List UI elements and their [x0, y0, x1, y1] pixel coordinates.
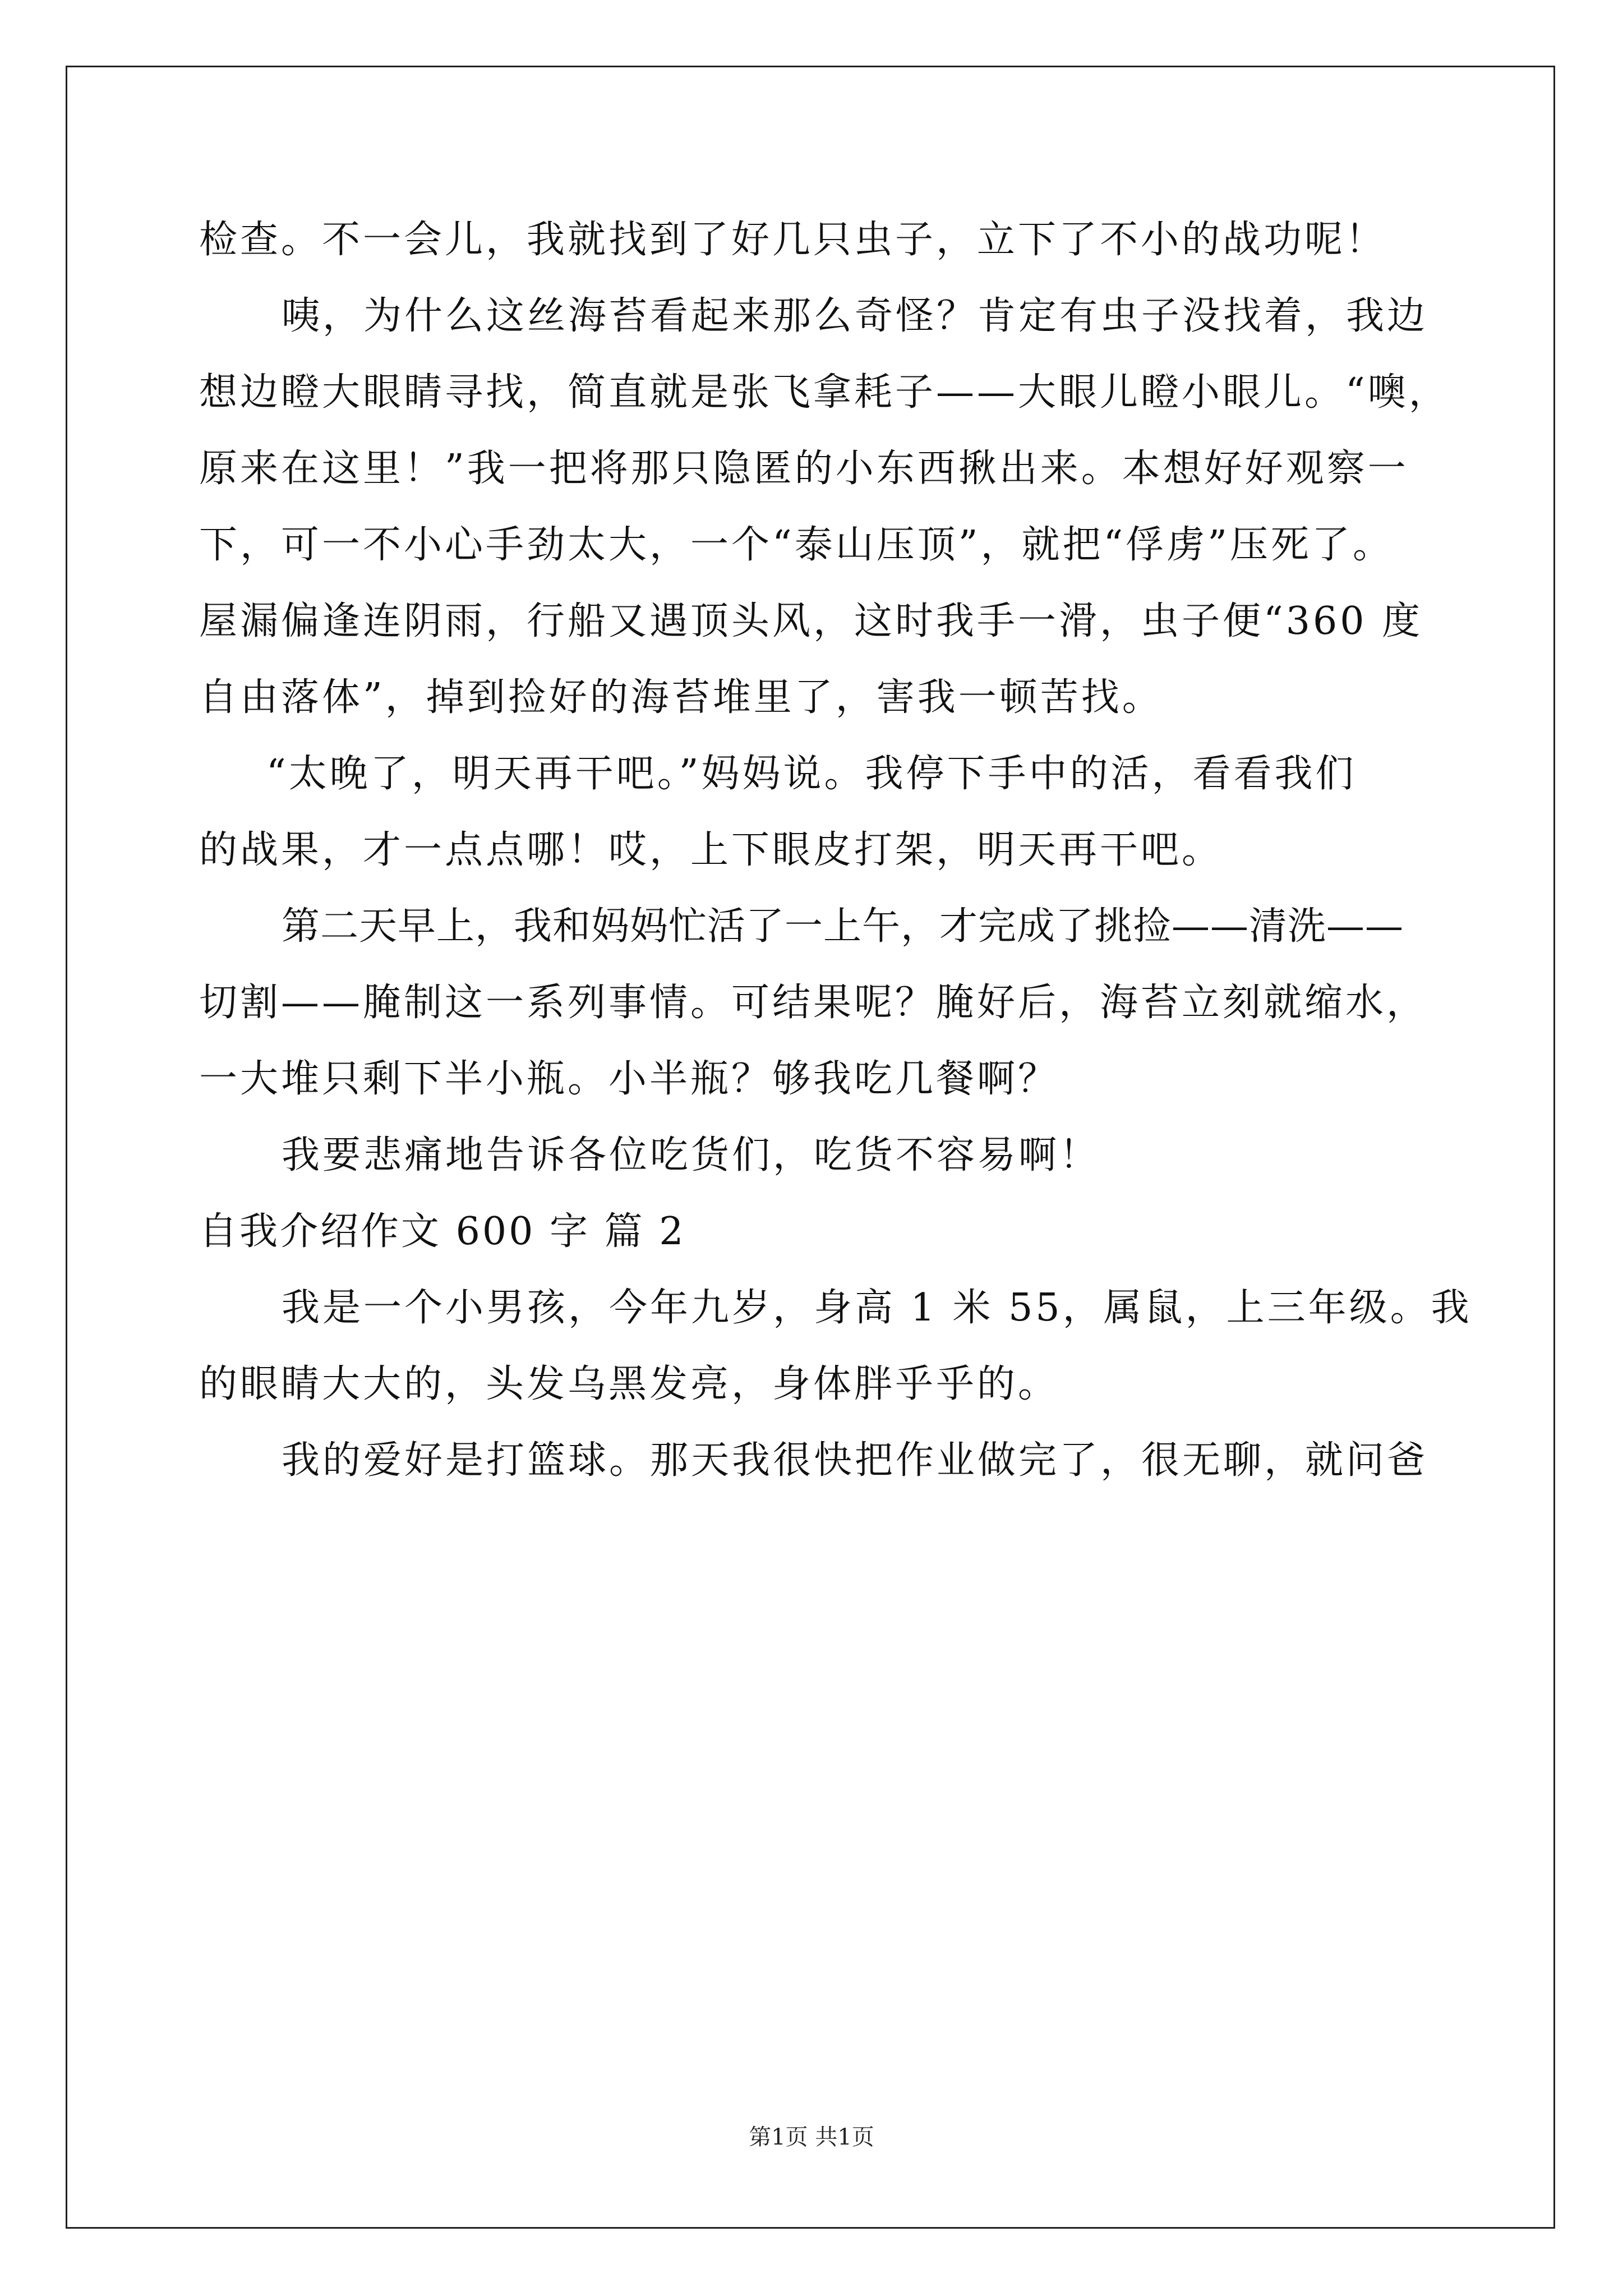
paragraph-start: 第二天早上，我和妈妈忙活了一上午，才完成了挑捡——清洗——	[282, 904, 1404, 949]
text-line: 切割——腌制这一系列事情。可结果呢？腌好后，海苔立刻就缩水，	[199, 981, 1428, 1025]
text-line: 的战果，才一点点哪！哎，上下眼皮打架，明天再干吧。	[199, 828, 1223, 872]
section-heading: 自我介绍作文 600 字 篇 2	[199, 1209, 686, 1254]
text-line: 原来在这里！”我一把将那只隐匿的小东西揪出来。本想好好观察一	[199, 447, 1409, 491]
paragraph-start: 我要悲痛地告诉各位吃货们，吃货不容易啊！	[282, 1133, 1101, 1177]
text-line: 下，可一不小心手劲太大，一个“泰山压顶”，就把“俘虏”压死了。	[199, 523, 1394, 567]
text-line: 想边瞪大眼睛寻找，简直就是张飞拿耗子——大眼儿瞪小眼儿。“噢，	[199, 370, 1450, 415]
text-line: 的眼睛大大的，头发乌黑发亮，身体胖乎乎的。	[199, 1362, 1059, 1406]
paragraph-start: 咦，为什么这丝海苔看起来那么奇怪？肯定有虫子没找着，我边	[282, 294, 1428, 338]
text-line: 自由落体”，掉到捡好的海苔堆里了，害我一顿苦找。	[199, 675, 1163, 720]
page-number-footer: 第1页 共1页	[749, 2124, 874, 2150]
text-line: 一大堆只剩下半小瓶。小半瓶？够我吃几餐啊？	[199, 1057, 1059, 1101]
text-line: 屋漏偏逢连阴雨，行船又遇顶头风，这时我手一滑，虫子便“360 度	[199, 599, 1423, 643]
text-line: 检查。不一会儿，我就找到了好几只虫子，立下了不小的战功呢！	[199, 218, 1387, 262]
paragraph-start: 我是一个小男孩，今年九岁，身高 1 米 55，属鼠，上三年级。我	[282, 1286, 1472, 1330]
paragraph-start: 我的爱好是打篮球。那天我很快把作业做完了，很无聊，就问爸	[282, 1438, 1428, 1483]
paragraph-start: “太晚了，明天再干吧。”妈妈说。我停下手中的活，看看我们	[266, 752, 1357, 796]
